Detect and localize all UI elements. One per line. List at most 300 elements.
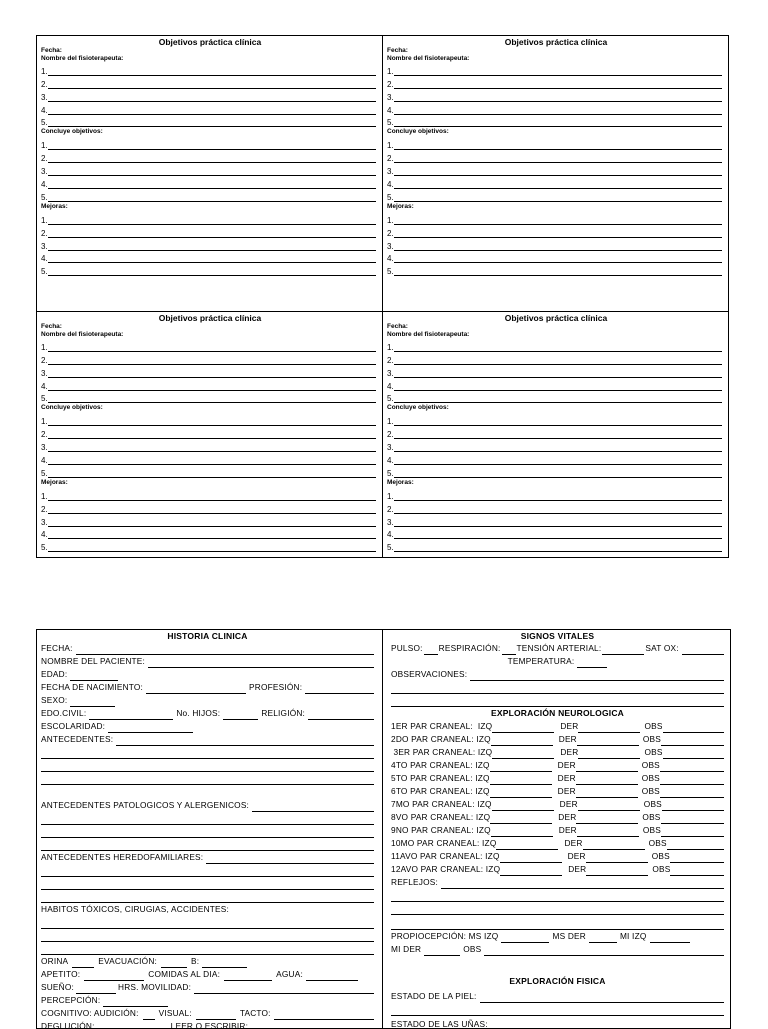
obs-field[interactable] (663, 749, 724, 759)
leer-label: LEER O ESCRIBIR: (170, 1021, 249, 1029)
numbered-line[interactable] (41, 150, 379, 163)
fecha-field[interactable] (76, 645, 374, 655)
numbered-line[interactable] (387, 263, 725, 276)
numbered-line[interactable] (41, 501, 379, 514)
line-blank[interactable] (48, 104, 376, 115)
numbered-line[interactable] (41, 352, 379, 365)
numbered-line[interactable] (41, 76, 379, 89)
numbered-line[interactable] (41, 465, 379, 478)
nacimiento-field[interactable] (146, 684, 246, 694)
line-blank[interactable] (48, 441, 376, 452)
numbered-line[interactable] (387, 238, 725, 251)
patologicos-line[interactable] (41, 812, 374, 825)
der-label: DER (557, 760, 576, 770)
numbered-line[interactable] (387, 137, 725, 150)
numbered-line[interactable] (387, 527, 725, 540)
mejoras-label: Mejoras: (387, 478, 414, 486)
numbered-line[interactable] (387, 378, 725, 391)
line-blank[interactable] (48, 252, 376, 263)
religion-label: RELIGIÓN: (261, 708, 306, 718)
line-number: 3. (41, 92, 48, 102)
line-blank[interactable] (48, 227, 376, 238)
sat-field[interactable] (682, 645, 724, 655)
evacuacion-field[interactable] (161, 958, 187, 968)
pulso-label: PULSO: (391, 643, 423, 653)
line-blank[interactable] (394, 367, 722, 378)
line-number: 1. (387, 417, 394, 427)
izq-field[interactable] (491, 736, 553, 746)
obs-field[interactable] (660, 762, 724, 772)
reflejos-line[interactable] (391, 889, 724, 902)
line-number: 4. (41, 105, 48, 115)
der-field[interactable] (576, 788, 638, 798)
line-blank[interactable] (48, 380, 376, 391)
line-blank[interactable] (48, 415, 376, 426)
concluye-lines (41, 137, 379, 201)
nombre-field[interactable] (148, 658, 374, 668)
obs-label: OBS (643, 799, 662, 809)
numbered-line[interactable] (41, 176, 379, 189)
line-blank[interactable] (48, 139, 376, 150)
line-blank[interactable] (394, 341, 722, 352)
line-number: 1. (387, 342, 394, 352)
piel-field[interactable] (480, 993, 724, 1003)
numbered-line[interactable] (387, 150, 725, 163)
obs-field[interactable] (663, 723, 724, 733)
mejoras-lines (41, 488, 379, 552)
numbered-line[interactable] (41, 365, 379, 378)
numbered-line[interactable] (41, 102, 379, 115)
line-blank[interactable] (394, 541, 722, 552)
line-blank[interactable] (48, 516, 376, 527)
izq-field[interactable] (492, 723, 554, 733)
numbered-line[interactable] (387, 63, 725, 76)
temperatura-field[interactable] (577, 658, 607, 668)
fisica-title: EXPLORACIÓN FISICA (509, 976, 606, 986)
line-blank[interactable] (394, 265, 722, 276)
par-label: 7MO PAR CRANEAL: IZQ (391, 799, 492, 809)
izq-field[interactable] (492, 801, 554, 811)
numbered-line[interactable] (387, 102, 725, 115)
mi-der-field[interactable] (424, 946, 460, 956)
numbered-line[interactable] (41, 413, 379, 426)
reflejos-line[interactable] (391, 915, 724, 930)
line-blank[interactable] (48, 178, 376, 189)
line-number: 3. (387, 443, 394, 453)
antecedentes-field[interactable] (116, 736, 374, 746)
line-blank[interactable] (48, 165, 376, 176)
der-field[interactable] (576, 814, 638, 824)
par-label: 12AVO PAR CRANEAL: IZQ (391, 864, 501, 874)
heredo-field[interactable] (206, 854, 374, 864)
numbered-line[interactable] (41, 225, 379, 238)
fecha-label: Fecha: (41, 323, 62, 330)
numbered-line[interactable] (387, 413, 725, 426)
numbered-line[interactable] (387, 488, 725, 501)
numbered-line[interactable] (387, 163, 725, 176)
line-number: 5. (41, 192, 48, 202)
card-title: Objetivos práctica clínica (158, 37, 262, 47)
obs-field[interactable] (661, 814, 724, 824)
numbered-line[interactable] (41, 539, 379, 552)
fecha-label: Fecha: (387, 47, 408, 54)
der-field[interactable] (578, 723, 640, 733)
objetivos-lines (41, 339, 379, 403)
profesion-field[interactable] (305, 684, 374, 694)
numbered-line[interactable] (387, 391, 725, 404)
izq-field[interactable] (500, 853, 562, 863)
line-number: 3. (387, 368, 394, 378)
obs-field[interactable] (662, 801, 724, 811)
line-blank[interactable] (394, 214, 722, 225)
percepcion-field[interactable] (103, 997, 168, 1007)
numbered-line[interactable] (387, 539, 725, 552)
signos-title: SIGNOS VITALES (520, 631, 595, 641)
historia-title: HISTORIA CLINICA (167, 631, 248, 641)
der-field[interactable] (586, 853, 648, 863)
line-blank[interactable] (394, 392, 722, 403)
habitos-line[interactable] (41, 929, 374, 942)
line-blank[interactable] (394, 503, 722, 514)
line-blank[interactable] (48, 152, 376, 163)
line-number: 4. (387, 530, 394, 540)
patologicos-line[interactable] (41, 825, 374, 838)
obs-label: OBS (642, 812, 661, 822)
agua-label: AGUA: (276, 969, 303, 979)
line-blank[interactable] (48, 65, 376, 76)
escolaridad-label: ESCOLARIDAD: (41, 721, 106, 731)
line-number: 2. (41, 430, 48, 440)
line-blank[interactable] (48, 341, 376, 352)
numbered-line[interactable] (387, 352, 725, 365)
numbered-line[interactable] (41, 163, 379, 176)
line-blank[interactable] (394, 490, 722, 501)
der-label: DER (558, 825, 577, 835)
nombre-label: NOMBRE DEL PACIENTE: (41, 656, 146, 666)
line-number: 1. (387, 141, 394, 151)
edad-label: EDAD: (41, 669, 68, 679)
antecedentes-line[interactable] (41, 772, 374, 785)
line-blank[interactable] (394, 441, 722, 452)
line-blank[interactable] (394, 380, 722, 391)
numbered-line[interactable] (387, 251, 725, 264)
movilidad-label: HRS. MOVILIDAD: (118, 982, 192, 992)
numbered-line[interactable] (387, 212, 725, 225)
line-number: 5. (41, 118, 48, 128)
tension-field[interactable] (602, 645, 644, 655)
izq-field[interactable] (500, 866, 562, 876)
mejoras-label: Mejoras: (41, 202, 68, 210)
audicion-field[interactable] (143, 1010, 155, 1020)
objetivos-card (36, 311, 383, 558)
hijos-field[interactable] (223, 710, 258, 720)
line-number: 1. (41, 66, 48, 76)
numbered-line[interactable] (41, 378, 379, 391)
numbered-line[interactable] (41, 137, 379, 150)
line-number: 5. (387, 118, 394, 128)
edo-civil-field[interactable] (89, 710, 173, 720)
mejoras-lines (41, 212, 379, 276)
sexo-field[interactable] (70, 697, 115, 707)
fisioterapeuta-label: Nombre del fisioterapeuta: (387, 55, 470, 62)
numbered-line[interactable] (387, 501, 725, 514)
habitos-line[interactable] (41, 916, 374, 929)
line-number: 5. (41, 394, 48, 404)
temperatura-label: TEMPERATURA: (507, 656, 575, 666)
antecedentes-line[interactable] (41, 759, 374, 772)
comidas-field[interactable] (224, 971, 272, 981)
line-blank[interactable] (48, 454, 376, 465)
ms-der-field[interactable] (589, 933, 617, 943)
par-craneal-row (391, 863, 724, 876)
obs-field[interactable] (660, 775, 724, 785)
line-number: 3. (41, 241, 48, 251)
line-blank[interactable] (394, 139, 722, 150)
evacuacion-label: EVACUACIÓN: (98, 956, 158, 966)
par-label: 11AVO PAR CRANEAL: IZQ (391, 851, 500, 861)
numbered-line[interactable] (387, 426, 725, 439)
line-blank[interactable] (48, 528, 376, 539)
line-blank[interactable] (48, 503, 376, 514)
b-field[interactable] (202, 958, 247, 968)
line-blank[interactable] (394, 227, 722, 238)
line-blank[interactable] (394, 528, 722, 539)
fisioterapeuta-label: Nombre del fisioterapeuta: (41, 331, 124, 338)
line-blank[interactable] (394, 415, 722, 426)
religion-field[interactable] (308, 710, 374, 720)
line-number: 4. (41, 180, 48, 190)
der-label: DER (557, 773, 576, 783)
line-blank[interactable] (48, 116, 376, 127)
antecedentes-label: ANTECEDENTES: (41, 734, 114, 744)
line-number: 4. (41, 381, 48, 391)
numbered-line[interactable] (387, 514, 725, 527)
numbered-line[interactable] (41, 189, 379, 202)
line-blank[interactable] (48, 392, 376, 403)
numbered-line[interactable] (387, 465, 725, 478)
line-number: 2. (41, 79, 48, 89)
antecedentes-line[interactable] (41, 746, 374, 759)
izq-field[interactable] (490, 788, 552, 798)
reflejos-line[interactable] (391, 902, 724, 915)
mi-izq-field[interactable] (650, 933, 690, 943)
line-blank[interactable] (394, 116, 722, 127)
numbered-line[interactable] (41, 63, 379, 76)
obs-field[interactable] (670, 853, 724, 863)
numbered-line[interactable] (41, 426, 379, 439)
der-field[interactable] (576, 775, 638, 785)
patologicos-line[interactable] (41, 838, 374, 851)
line-blank[interactable] (394, 91, 722, 102)
der-field[interactable] (577, 736, 639, 746)
line-blank[interactable] (394, 104, 722, 115)
line-number: 2. (41, 228, 48, 238)
observaciones-line[interactable] (391, 694, 724, 707)
der-label: DER (557, 786, 576, 796)
line-blank[interactable] (48, 467, 376, 478)
numbered-line[interactable] (41, 212, 379, 225)
line-blank[interactable] (394, 252, 722, 263)
line-blank[interactable] (48, 490, 376, 501)
obs-label: OBS (644, 721, 663, 731)
line-blank[interactable] (48, 541, 376, 552)
numbered-line[interactable] (387, 365, 725, 378)
heredo-line[interactable] (41, 877, 374, 890)
habitos-line[interactable] (41, 942, 374, 955)
der-label: DER (560, 721, 579, 731)
obs-field[interactable] (661, 827, 724, 837)
respiracion-field[interactable] (502, 645, 516, 655)
numbered-line[interactable] (387, 176, 725, 189)
agua-field[interactable] (306, 971, 358, 981)
concluye-lines (387, 413, 725, 477)
b-label: B: (191, 956, 200, 966)
numbered-line[interactable] (41, 339, 379, 352)
line-blank[interactable] (394, 516, 722, 527)
line-blank[interactable] (48, 214, 376, 225)
line-blank[interactable] (394, 354, 722, 365)
pulso-field[interactable] (424, 645, 438, 655)
der-field[interactable] (586, 866, 648, 876)
tacto-field[interactable] (274, 1010, 374, 1020)
line-blank[interactable] (48, 367, 376, 378)
izq-field[interactable] (496, 840, 558, 850)
line-blank[interactable] (48, 91, 376, 102)
reflejos-field[interactable] (441, 879, 724, 889)
escolaridad-field[interactable] (108, 723, 193, 733)
der-label: DER (559, 799, 578, 809)
der-field[interactable] (583, 840, 645, 850)
line-blank[interactable] (394, 78, 722, 89)
observaciones-field[interactable] (470, 671, 724, 681)
obs-label: OBS (641, 786, 660, 796)
observaciones-line[interactable] (391, 681, 724, 694)
piel-line[interactable] (391, 1003, 724, 1016)
numbered-line[interactable] (387, 189, 725, 202)
numbered-line[interactable] (41, 527, 379, 540)
par-craneal-row (391, 772, 724, 785)
ms-izq-field[interactable] (501, 933, 549, 943)
obs-label: OBS (641, 773, 660, 783)
line-number: 1. (41, 215, 48, 225)
unas-label: ESTADO DE LAS UÑAS: (391, 1019, 488, 1029)
orina-label: ORINA (41, 956, 69, 966)
line-blank[interactable] (48, 191, 376, 202)
edad-field[interactable] (70, 671, 118, 681)
numbered-line[interactable] (41, 263, 379, 276)
line-number: 2. (387, 355, 394, 365)
concluye-label: Concluye objetivos: (41, 128, 103, 136)
line-blank[interactable] (48, 78, 376, 89)
numbered-line[interactable] (387, 439, 725, 452)
numbered-line[interactable] (41, 238, 379, 251)
numbered-line[interactable] (387, 76, 725, 89)
patologicos-label: ANTECEDENTES PATOLOGICOS Y ALERGENICOS: (41, 800, 250, 810)
line-blank[interactable] (48, 428, 376, 439)
izq-field[interactable] (490, 762, 552, 772)
heredo-line[interactable] (41, 890, 374, 903)
line-blank[interactable] (394, 191, 722, 202)
izq-field[interactable] (490, 775, 552, 785)
numbered-line[interactable] (41, 251, 379, 264)
heredo-line[interactable] (41, 864, 374, 877)
patologicos-field[interactable] (252, 802, 374, 812)
obs2-field[interactable] (484, 946, 724, 956)
line-blank[interactable] (394, 240, 722, 251)
line-number: 2. (41, 504, 48, 514)
der-label: DER (564, 838, 583, 848)
obs-field[interactable] (670, 866, 724, 876)
line-number: 5. (387, 394, 394, 404)
reflejos-label: REFLEJOS: (391, 877, 438, 887)
unas-field[interactable] (491, 1021, 724, 1029)
numbered-line[interactable] (387, 225, 725, 238)
numbered-line[interactable] (41, 514, 379, 527)
numbered-line[interactable] (41, 452, 379, 465)
line-blank[interactable] (48, 265, 376, 276)
numbered-line[interactable] (41, 488, 379, 501)
visual-field[interactable] (196, 1010, 236, 1020)
par-craneal-row (391, 733, 724, 746)
line-number: 5. (387, 543, 394, 553)
fisioterapeuta-label: Nombre del fisioterapeuta: (41, 55, 124, 62)
numbered-line[interactable] (387, 452, 725, 465)
der-field[interactable] (578, 801, 640, 811)
orina-field[interactable] (72, 958, 94, 968)
line-blank[interactable] (48, 240, 376, 251)
line-blank[interactable] (394, 467, 722, 478)
line-number: 3. (387, 517, 394, 527)
obs-field[interactable] (667, 840, 724, 850)
line-blank[interactable] (394, 152, 722, 163)
numbered-line[interactable] (387, 339, 725, 352)
sueno-field[interactable] (76, 984, 116, 994)
profesion-label: PROFESIÓN: (249, 682, 303, 692)
der-field[interactable] (576, 762, 638, 772)
line-number: 2. (387, 504, 394, 514)
line-blank[interactable] (394, 454, 722, 465)
habitos-label: HABITOS TÓXICOS, CIRUGIAS, ACCIDENTES: (41, 904, 230, 914)
movilidad-field[interactable] (194, 984, 374, 994)
obs-field[interactable] (660, 788, 724, 798)
numbered-line[interactable] (41, 115, 379, 128)
der-label: DER (558, 812, 577, 822)
obs-field[interactable] (661, 736, 724, 746)
line-number: 4. (41, 530, 48, 540)
line-blank[interactable] (394, 428, 722, 439)
numbered-line[interactable] (41, 439, 379, 452)
apetito-field[interactable] (84, 971, 144, 981)
numbered-line[interactable] (41, 89, 379, 102)
line-blank[interactable] (394, 65, 722, 76)
numbered-line[interactable] (387, 115, 725, 128)
obs-label: OBS (652, 864, 671, 874)
numbered-line[interactable] (387, 89, 725, 102)
line-number: 2. (41, 355, 48, 365)
par-craneal-row (391, 824, 724, 837)
der-field[interactable] (577, 827, 639, 837)
izq-field[interactable] (490, 814, 552, 824)
par-craneal-row (391, 720, 724, 733)
line-blank[interactable] (394, 178, 722, 189)
izq-field[interactable] (491, 827, 553, 837)
line-blank[interactable] (394, 165, 722, 176)
der-field[interactable] (578, 749, 640, 759)
numbered-line[interactable] (41, 391, 379, 404)
sat-label: SAT OX: (645, 643, 679, 653)
izq-field[interactable] (492, 749, 554, 759)
line-blank[interactable] (48, 354, 376, 365)
